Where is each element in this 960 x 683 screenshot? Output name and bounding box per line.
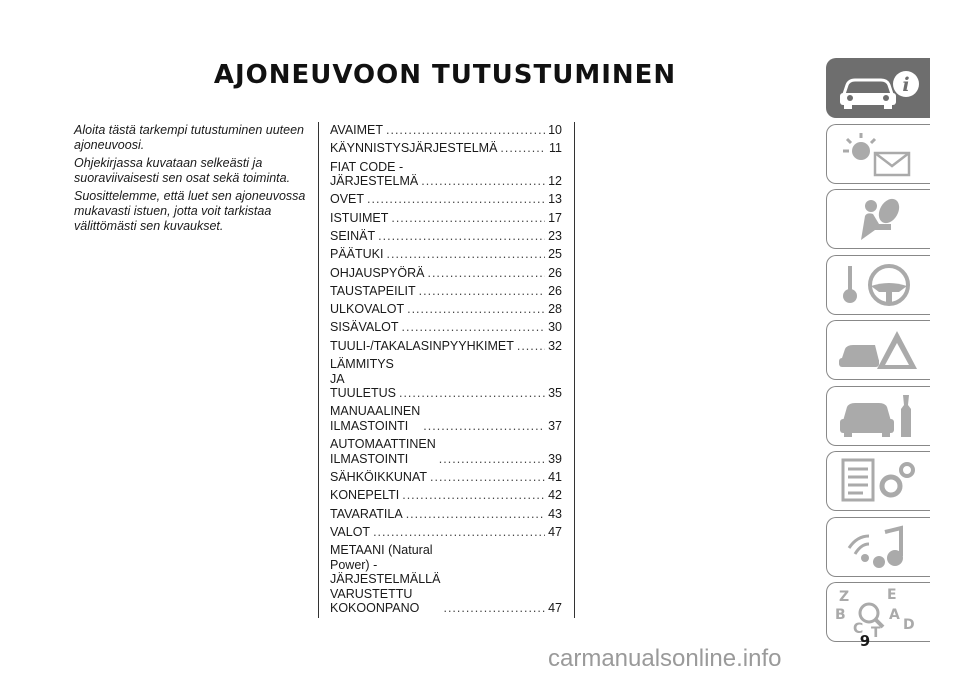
toc-entry[interactable]	[330, 266, 562, 281]
toc-entry-page: 17	[548, 210, 562, 225]
toc-entry-label: PÄÄTUKI	[330, 247, 384, 262]
tab-emergency[interactable]	[826, 320, 930, 380]
toc-entry[interactable]	[330, 192, 562, 207]
page-title: AJONEUVOON TUTUSTUMINEN	[213, 60, 677, 90]
technical-data-icon	[835, 456, 921, 506]
toc-entry-page: 30	[548, 320, 562, 335]
alphabetical-index-icon	[835, 587, 921, 637]
steering-wheel-key-icon	[835, 260, 921, 310]
column-divider	[574, 122, 575, 618]
toc-leader-dots	[421, 174, 545, 189]
index-letter: T	[871, 625, 881, 637]
toc-entry-label: VALOT	[330, 524, 371, 539]
toc-entry-label: TAVARATILA	[330, 506, 403, 521]
toc-entry[interactable]	[330, 470, 562, 485]
toc-entry[interactable]	[330, 141, 562, 156]
toc-entry-page: 42	[548, 488, 562, 503]
toc-leader-dots	[391, 211, 545, 226]
toc-leader-dots	[517, 339, 545, 354]
tab-starting-driving[interactable]	[826, 255, 930, 315]
toc-entry-label: TUULI-/TAKALASINPYYHKIMET	[330, 338, 514, 353]
toc-entry-label: ISTUIMET	[330, 210, 389, 225]
toc-entry[interactable]	[330, 488, 562, 503]
toc-leader-dots	[378, 229, 545, 244]
toc-leader-dots	[419, 284, 545, 299]
toc-entry-label: KÄYNNISTYSJÄRJESTELMÄ	[330, 141, 498, 156]
car-service-tools-icon	[835, 391, 921, 441]
toc-entry-label: SEINÄT	[330, 228, 376, 243]
toc-entry-page: 28	[548, 302, 562, 317]
table-of-contents	[330, 123, 562, 619]
toc-entry[interactable]	[330, 302, 562, 317]
toc-entry-page: 12	[548, 174, 562, 189]
toc-entry-label: ULKOVALOT	[330, 302, 405, 317]
toc-entry-page: 47	[548, 524, 562, 539]
toc-entry-label: MANUAALINEN ILMASTOINTI	[330, 404, 421, 433]
intro-paragraph: Ohjekirjassa kuvataan selkeästi ja suoraviivaisesti sen osat sekä toiminta.	[74, 156, 291, 185]
toc-leader-dots	[443, 601, 545, 616]
toc-leader-dots	[427, 266, 545, 281]
toc-entry-page: 43	[548, 506, 562, 521]
airbag-seat-icon	[835, 194, 921, 244]
toc-leader-dots	[500, 141, 545, 156]
toc-leader-dots	[387, 247, 546, 262]
toc-entry[interactable]	[330, 357, 562, 401]
toc-leader-dots	[402, 320, 545, 335]
toc-entry[interactable]	[330, 543, 562, 616]
tab-warning-lights[interactable]	[826, 124, 930, 184]
toc-entry-page: 41	[548, 469, 562, 484]
toc-leader-dots	[423, 419, 545, 434]
index-letter: Z	[839, 589, 850, 605]
toc-entry-label: OVET	[330, 192, 365, 207]
tab-technical-data[interactable]	[826, 451, 930, 511]
toc-entry-page: 10	[548, 123, 562, 137]
toc-entry[interactable]	[330, 339, 562, 354]
toc-entry-label: TAUSTAPEILIT	[330, 283, 416, 298]
chapter-tabs	[826, 58, 930, 648]
column-divider	[318, 122, 319, 618]
toc-entry-page: 35	[548, 386, 562, 401]
index-letter: D	[903, 617, 915, 633]
toc-entry-label: SISÄVALOT	[330, 320, 399, 335]
toc-entry[interactable]	[330, 284, 562, 299]
toc-leader-dots	[402, 488, 545, 503]
toc-entry[interactable]	[330, 229, 562, 244]
toc-entry-page: 11	[549, 141, 562, 156]
index-letter: E	[887, 587, 897, 603]
index-letter: C	[853, 621, 864, 637]
toc-leader-dots	[430, 470, 545, 485]
car-info-icon	[835, 63, 921, 113]
tab-car-info[interactable]	[826, 58, 930, 118]
page-number: 9	[859, 632, 871, 650]
toc-entry-page: 37	[548, 418, 562, 433]
intro-paragraph: Aloita tästä tarkempi tutustuminen uuteen ajoneuvoosi.	[74, 123, 304, 152]
toc-leader-dots	[386, 123, 545, 138]
warning-lights-icon	[835, 129, 921, 179]
toc-entry-label: SÄHKÖIKKUNAT	[330, 469, 428, 484]
toc-entry[interactable]	[330, 160, 562, 189]
toc-entry-page: 25	[548, 247, 562, 262]
toc-entry[interactable]	[330, 247, 562, 262]
toc-entry-label: AUTOMAATTINEN ILMASTOINTI	[330, 437, 436, 466]
toc-entry[interactable]	[330, 507, 562, 522]
toc-entry-page: 13	[548, 192, 562, 207]
toc-entry-page: 26	[548, 265, 562, 280]
toc-entry-label: FIAT CODE -JÄRJESTELMÄ	[330, 159, 419, 189]
toc-leader-dots	[407, 302, 545, 317]
toc-entry-page: 26	[548, 283, 562, 298]
index-letter: B	[835, 607, 846, 623]
intro-paragraph: Suosittelemme, että luet sen ajoneuvossa mukavasti istuen, jotta voit tarkistaa välittömästi sen kuvaukset.	[74, 189, 306, 233]
toc-leader-dots	[373, 525, 545, 540]
tab-multimedia[interactable]	[826, 517, 930, 577]
tab-service[interactable]	[826, 386, 930, 446]
multimedia-icon	[835, 522, 921, 572]
watermark: carmanualsonline.info	[548, 645, 782, 672]
toc-leader-dots	[406, 507, 545, 522]
toc-entry-label: KONEPELTI	[330, 488, 400, 503]
toc-leader-dots	[367, 192, 545, 207]
index-letter: A	[889, 607, 900, 623]
toc-leader-dots	[399, 386, 545, 401]
toc-leader-dots	[439, 452, 545, 467]
toc-entry-label: METAANI (Natural Power) -JÄRJESTELMÄLLÄ VARUSTETTU KOKOONPANO	[330, 543, 441, 616]
toc-entry-page: 47	[548, 601, 562, 616]
toc-entry-label: OHJAUSPYÖRÄ	[330, 265, 425, 280]
toc-entry[interactable]	[330, 525, 562, 540]
toc-entry[interactable]	[330, 320, 562, 335]
toc-entry-page: 32	[548, 338, 562, 353]
toc-entry-page: 23	[548, 228, 562, 243]
svg-text:i: i	[902, 74, 910, 96]
toc-entry[interactable]	[330, 211, 562, 226]
toc-entry-label: AVAIMET	[330, 123, 384, 137]
intro-text	[74, 123, 314, 237]
toc-entry[interactable]	[330, 123, 562, 138]
tab-safety[interactable]	[826, 189, 930, 249]
emergency-triangle-icon	[835, 325, 921, 375]
toc-entry-page: 39	[548, 451, 562, 466]
toc-entry[interactable]	[330, 404, 562, 433]
toc-entry[interactable]	[330, 437, 562, 466]
toc-entry-label: LÄMMITYS JA TUULETUS	[330, 357, 396, 401]
